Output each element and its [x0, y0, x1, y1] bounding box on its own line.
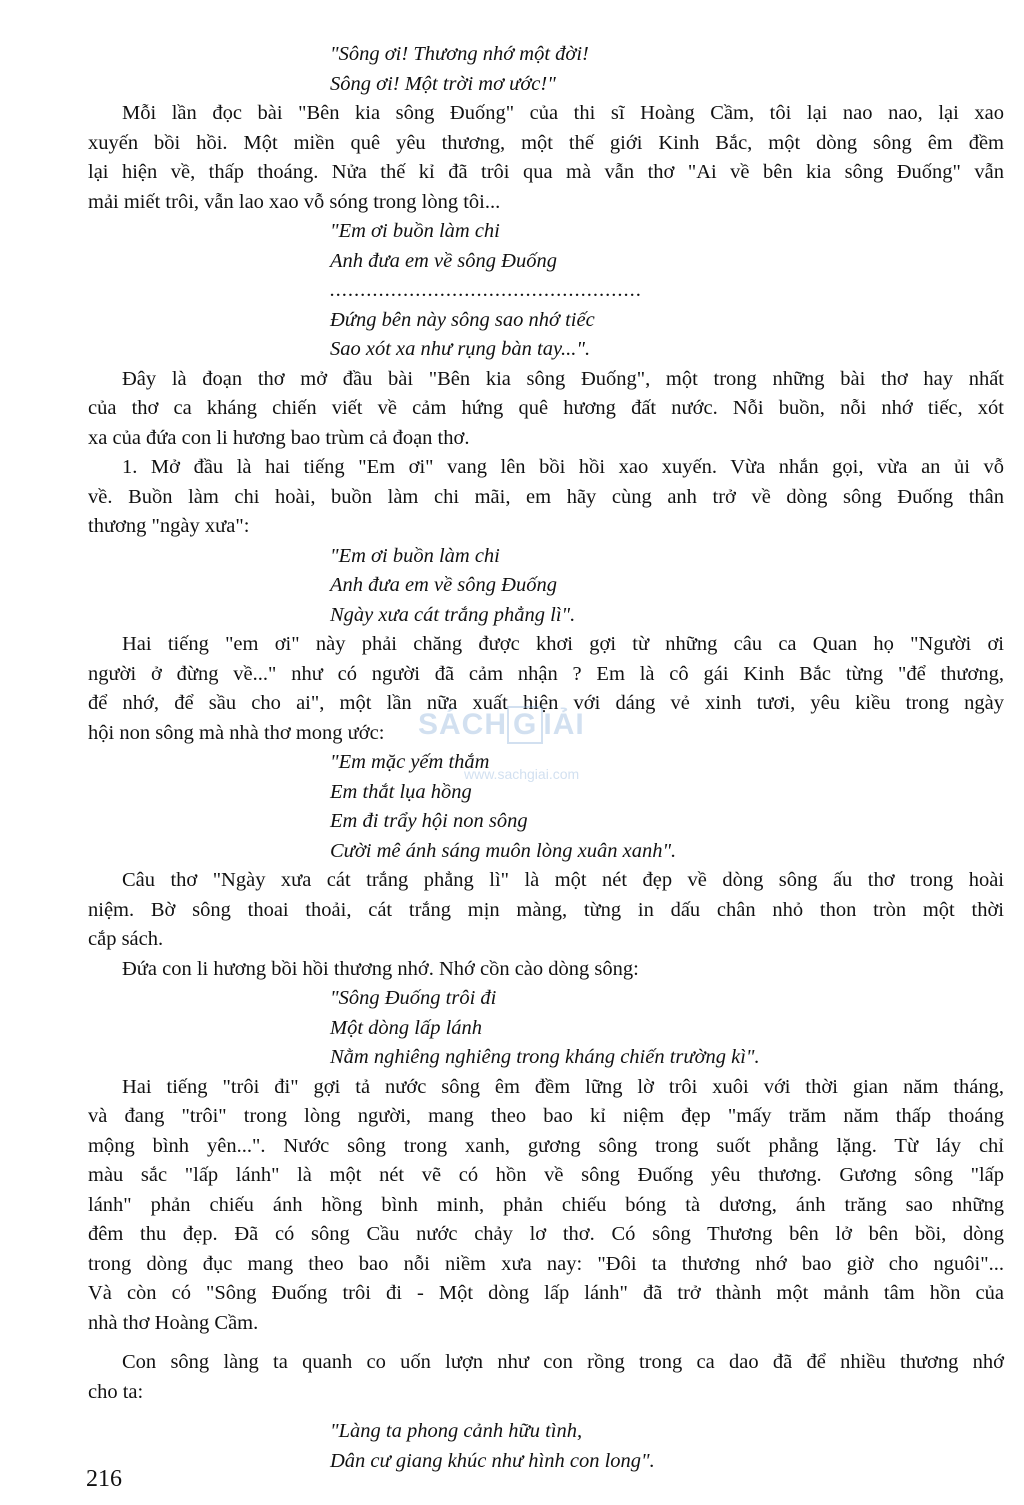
paragraph-line: niệm. Bờ sông thoai thoải, cát trắng mịn màng, từng in dấu chân nhỏ thon tròn một thời — [88, 898, 1004, 921]
paragraph-line: về. Buồn làm chi hoài, buồn làm chi mãi, em hãy cùng anh trở về dòng sông Đuống thân — [88, 485, 1004, 508]
paragraph-line: lại hiện về, thấp thoáng. Nửa thế kỉ đã trôi qua mà vẫn thơ "Ai về bên kia sông Đuống" vẫn — [88, 161, 1004, 183]
paragraph-line: hội non sông mà nhà thơ mong ước: — [88, 721, 385, 744]
paragraph-line: Câu thơ "Ngày xưa cát trắng phẳng lì" là một nét đẹp về dòng sông ấu thơ trong hoài — [122, 869, 1004, 891]
paragraph-gap — [88, 1338, 1004, 1348]
paragraph-line: xuyến bồi hồi. Một miền quê yêu thương, một thế giới Kinh Bắc, một dòng sông êm đềm — [88, 131, 1004, 154]
watermark-brand-box: G — [507, 706, 543, 744]
verse-line: Nằm nghiêng nghiêng trong kháng chiến trường kì". — [330, 1046, 760, 1068]
paragraph-line: xa của đứa con li hương bao trùm cả đoạn thơ. — [88, 426, 470, 449]
page-number: 216 — [86, 1466, 122, 1492]
paragraph-line: Hai tiếng "trôi đi" gợi tả nước sông êm đềm lững lờ trôi xuôi với thời gian năm tháng, — [122, 1075, 1004, 1098]
paragraph-line: đêm thu đẹp. Đã có sông Cầu nước chảy lơ thơ. Có sông Thương bên lở bên bồi, dòng — [88, 1223, 1004, 1245]
paragraph-line: Hai tiếng "em ơi" này phải chăng được khơi gợi từ những câu ca Quan họ "Người ơi — [122, 633, 1004, 655]
watermark-url: www.sachgiai.com — [464, 766, 580, 782]
paragraph-line: và đang "trôi" trong lòng người, mang theo bao kỉ niệm đẹp "mấy trăm năm thấp thoáng — [88, 1105, 1004, 1127]
verse-line: Một dòng lấp lánh — [330, 1016, 483, 1039]
paragraph-line: mộng bình yên...". Nước sông trong xanh, gương sông trong suốt phẳng lặng. Từ láy chỉ — [88, 1134, 1004, 1157]
document-page — [88, 40, 1004, 1476]
paragraph-line: mải miết trôi, vẫn lao xao vỗ sóng trong lòng tôi... — [88, 190, 501, 213]
paragraph-line: thương "ngày xưa": — [88, 515, 250, 537]
verse-line: Cười mê ánh sáng muôn lòng xuân xanh". — [330, 839, 677, 862]
verse-line: Dân cư giang khúc như hình con long". — [330, 1449, 655, 1472]
verse-line: "Em ơi buồn làm chi — [330, 220, 500, 242]
paragraph-line: màu sắc "lấp lánh" là một nét vẽ có hồn về sông Đuống yêu thương. Gương sông "lấp — [88, 1164, 1004, 1186]
verse-line: Em đi trẩy hội non sông — [330, 810, 528, 832]
verse-line: Anh đưa em về sông Đuống — [330, 249, 557, 272]
watermark-brand-left: SÁCH — [418, 708, 508, 741]
watermark-brand-right: IẢI — [543, 708, 585, 741]
paragraph-gap — [88, 1407, 1004, 1417]
paragraph-line: 1. Mở đầu là hai tiếng "Em ơi" vang lên bồi hồi xao xuyến. Vừa nhắn gọi, vừa an ủi vỗ — [122, 456, 1004, 478]
paragraph-line: Mỗi lần đọc bài "Bên kia sông Đuống" của thi sĩ Hoàng Cầm, tôi lại nao nao, lại xao — [122, 102, 1004, 124]
paragraph-line: Con sông làng ta quanh co uốn lượn như con rồng trong ca dao đã để nhiều thương nhớ — [122, 1351, 1004, 1373]
paragraph-line: để nhớ, để sầu cho ai", một lần nữa xuất hiện với dáng vẻ xinh tươi, yêu kiều trong ngày — [88, 692, 1004, 714]
verse-line: "Em mặc yếm thắm — [330, 751, 490, 773]
verse-line: Em thắt lụa hồng — [330, 780, 472, 803]
verse-line: Sao xót xa như rụng bàn tay...". — [330, 338, 591, 360]
verse-line: "Sông ơi! Thương nhớ một đời! — [330, 43, 589, 65]
verse-line: Sông ơi! Một trời mơ ước!" — [330, 72, 556, 95]
verse-line: Anh đưa em về sông Đuống — [330, 574, 557, 596]
paragraph-line: người ở đừng về..." như có người đã cảm nhận ? Em là cô gái Kinh Bắc từng "để thương, — [88, 662, 1004, 685]
paragraph-line: cho ta: — [88, 1380, 144, 1403]
verse-line: Ngày xưa cát trắng phẳng lì". — [330, 603, 576, 626]
paragraph-line: của thơ ca kháng chiến viết về cảm hứng quê hương đất nước. Nỗi buồn, nỗi nhớ tiếc, xót — [88, 397, 1004, 419]
paragraph-line: trong dòng đục mang theo bao nỗi niềm xưa nay: "Đôi ta thương nhớ bao giờ cho nguôi"... — [88, 1252, 1004, 1275]
verse-line: "Làng ta phong cảnh hữu tình, — [330, 1420, 583, 1442]
paragraph-line: Đứa con li hương bồi hồi thương nhớ. Nhớ cồn cào dòng sông: — [122, 957, 639, 980]
paragraph-line: cắp sách. — [88, 928, 164, 950]
verse-line: "Sông Đuống trôi đi — [330, 987, 497, 1009]
verse-line: ................................................... — [330, 279, 643, 301]
verse-line: "Em ơi buồn làm chi — [330, 544, 500, 567]
paragraph-line: lánh" phản chiếu ánh hồng bình minh, phản chiếu bóng tà dương, ánh trăng sao những — [88, 1193, 1004, 1216]
verse-line: Đứng bên này sông sao nhớ tiếc — [330, 308, 595, 331]
paragraph-line: nhà thơ Hoàng Cầm. — [88, 1311, 259, 1334]
paragraph-line: Đây là đoạn thơ mở đầu bài "Bên kia sông Đuống", một trong những bài thơ hay nhất — [122, 367, 1004, 390]
paragraph-line: Và còn có "Sông Đuống trôi đi - Một dòng lấp lánh" đã trở thành một mảnh tâm hồn của — [88, 1282, 1004, 1304]
